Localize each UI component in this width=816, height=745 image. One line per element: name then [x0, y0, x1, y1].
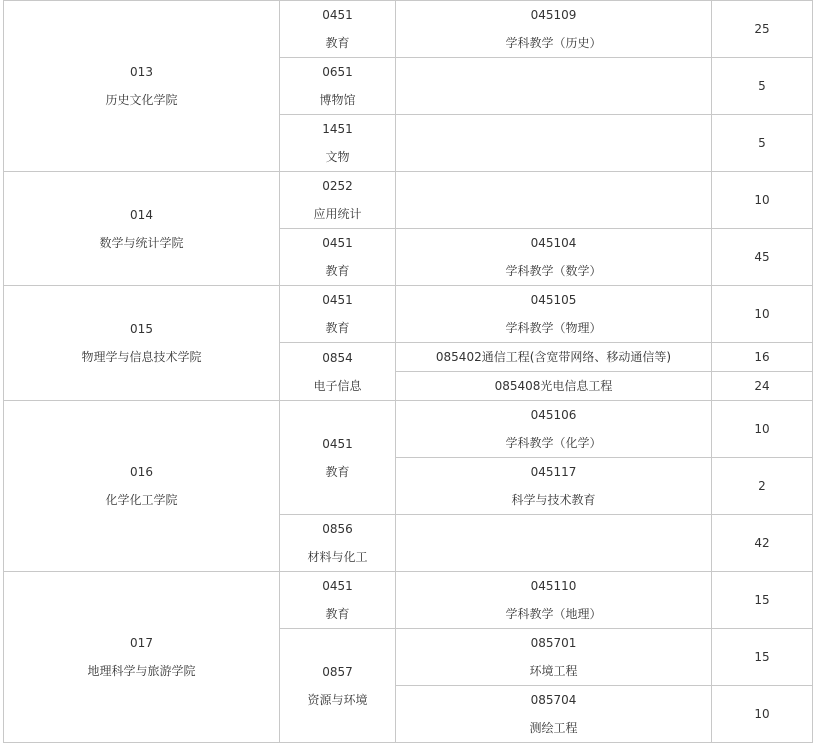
quota-cell: 10 [712, 172, 813, 229]
direction-name: 学科教学（化学） [505, 436, 602, 450]
discipline-name: 电子信息 [313, 378, 362, 393]
direction-cell [396, 1, 712, 58]
discipline-cell [280, 229, 396, 286]
quota-cell: 15 [712, 629, 813, 686]
discipline-name: 应用统计 [313, 207, 362, 221]
discipline-code: 0651 [322, 65, 353, 79]
discipline-cell [280, 115, 396, 172]
direction-code: 045109 [530, 8, 577, 22]
discipline-code: 0451 [322, 436, 353, 451]
discipline-code: 1451 [322, 122, 353, 136]
table-row [4, 1, 813, 58]
discipline-name: 教育 [325, 321, 350, 335]
discipline-name: 资源与环境 [307, 692, 368, 707]
discipline-cell [280, 629, 396, 743]
direction-code: 085704 [530, 693, 577, 707]
discipline-name: 教育 [325, 464, 350, 479]
quota-cell: 45 [712, 229, 813, 286]
direction-code: 085701 [530, 636, 577, 650]
direction-cell [396, 458, 712, 515]
discipline-name: 教育 [325, 36, 350, 50]
direction-code: 045104 [530, 236, 577, 250]
direction-code: 045110 [530, 579, 577, 593]
direction-cell-empty [396, 58, 712, 115]
college-cell [4, 172, 280, 286]
college-name: 历史文化学院 [105, 93, 178, 107]
discipline-cell [280, 286, 396, 343]
direction-cell [396, 286, 712, 343]
college-code: 014 [130, 207, 153, 222]
discipline-cell [280, 172, 396, 229]
discipline-code: 0451 [322, 293, 353, 307]
enrollment-table [3, 0, 813, 743]
quota-cell: 25 [712, 1, 813, 58]
discipline-cell [280, 343, 396, 401]
direction-cell [396, 229, 712, 286]
direction-code: 045105 [530, 293, 577, 307]
discipline-cell [280, 401, 396, 515]
college-name: 数学与统计学院 [99, 235, 184, 250]
table-row [4, 401, 813, 458]
quota-cell: 5 [712, 58, 813, 115]
direction-cell [396, 572, 712, 629]
college-cell [4, 1, 280, 172]
discipline-cell [280, 572, 396, 629]
direction-cell-empty [396, 172, 712, 229]
table-row [4, 286, 813, 343]
discipline-name: 博物馆 [319, 93, 356, 107]
discipline-code: 0856 [322, 522, 353, 536]
quota-cell: 10 [712, 686, 813, 743]
discipline-code: 0252 [322, 179, 353, 193]
quota-cell: 10 [712, 286, 813, 343]
direction-name: 学科教学（历史） [505, 36, 602, 50]
college-name: 物理学与信息技术学院 [81, 350, 202, 364]
discipline-name: 文物 [325, 150, 350, 164]
discipline-cell [280, 58, 396, 115]
direction-cell: 085408光电信息工程 [396, 372, 712, 401]
discipline-cell [280, 515, 396, 572]
quota-cell: 42 [712, 515, 813, 572]
discipline-name: 教育 [325, 264, 350, 278]
direction-cell [396, 686, 712, 743]
direction-name: 测绘工程 [529, 721, 578, 735]
college-cell [4, 572, 280, 743]
direction-cell-empty [396, 515, 712, 572]
college-cell [4, 286, 280, 401]
quota-cell: 2 [712, 458, 813, 515]
college-name: 地理科学与旅游学院 [87, 664, 196, 678]
direction-name: 科学与技术教育 [511, 493, 596, 507]
direction-cell [396, 629, 712, 686]
quota-cell: 24 [712, 372, 813, 401]
table-row [4, 572, 813, 629]
college-code: 015 [130, 322, 153, 336]
direction-name: 学科教学（数学） [505, 264, 602, 278]
discipline-code: 0857 [322, 664, 353, 679]
quota-cell: 16 [712, 343, 813, 372]
discipline-code: 0854 [322, 350, 353, 365]
direction-cell [396, 401, 712, 458]
direction-code: 045117 [530, 465, 577, 479]
direction-name: 学科教学（地理） [505, 607, 602, 621]
college-code: 013 [130, 65, 153, 79]
direction-name: 学科教学（物理） [505, 321, 602, 335]
discipline-cell [280, 1, 396, 58]
direction-cell-empty [396, 115, 712, 172]
discipline-code: 0451 [322, 236, 353, 250]
quota-cell: 5 [712, 115, 813, 172]
table-row [4, 172, 813, 229]
quota-cell: 10 [712, 401, 813, 458]
direction-name: 环境工程 [529, 664, 578, 678]
discipline-code: 0451 [322, 579, 353, 593]
college-name: 化学化工学院 [105, 493, 178, 507]
discipline-name: 教育 [325, 607, 350, 621]
college-code: 017 [130, 636, 153, 650]
direction-code: 045106 [530, 408, 577, 422]
direction-cell: 085402通信工程(含宽带网络、移动通信等) [396, 343, 712, 372]
college-code: 016 [130, 465, 153, 479]
discipline-name: 材料与化工 [307, 550, 368, 564]
college-cell [4, 401, 280, 572]
quota-cell: 15 [712, 572, 813, 629]
discipline-code: 0451 [322, 8, 353, 22]
